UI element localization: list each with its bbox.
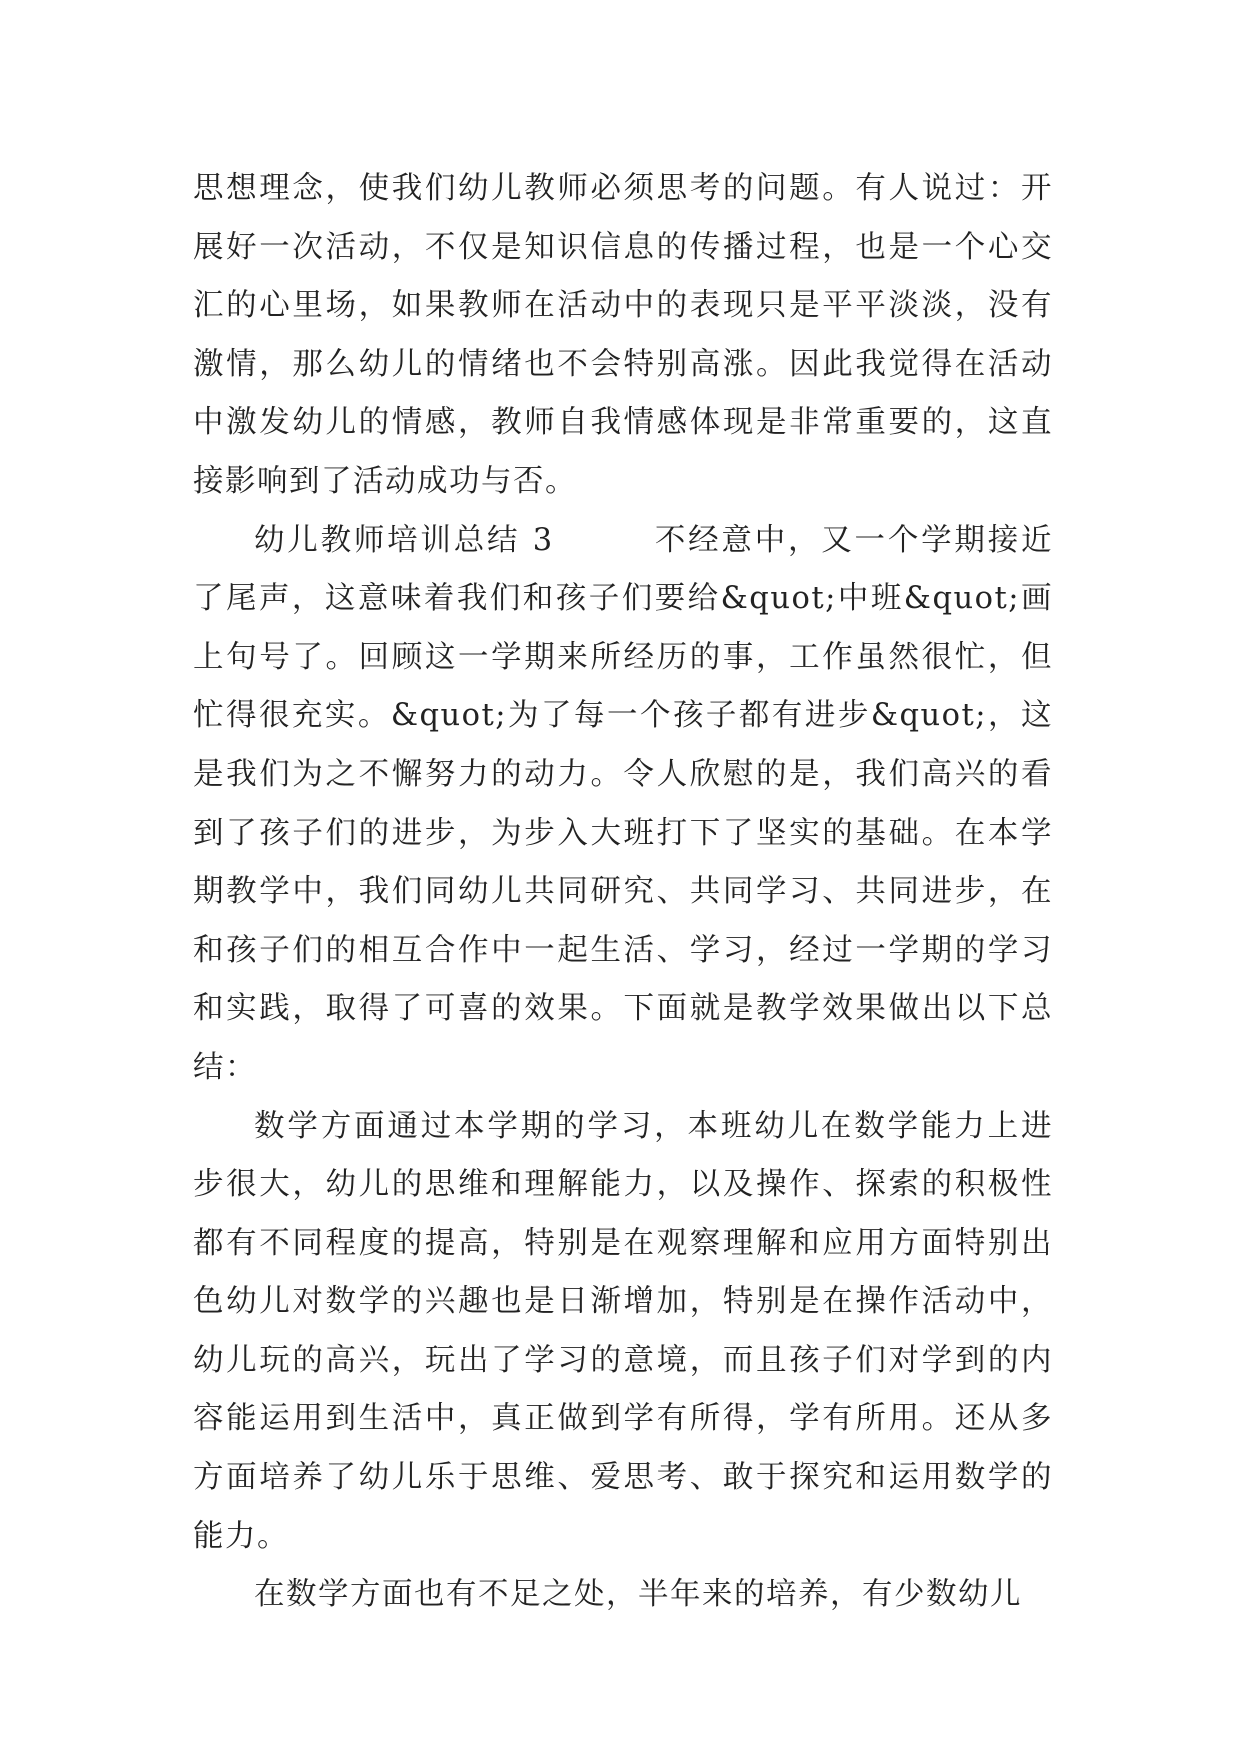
paragraph-2: 幼儿教师培训总结 3 不经意中，又一个学期接近了尾声，这意味着我们和孩子们要给&quot;中班&quot;画上句号了。回顾这一学期来所经历的事，工作虽然很忙，但忙得很充实。&quot;为了每一个孩子都有进步&quot;，这是我们为之不懈努力的动力。令人欣慰的是，我们高兴的看到了孩子们的进步，为步入大班打下了坚实的基础。在本学期教学中，我们同幼儿共同研究、共同学习、共同进步，在和孩子们的相互合作中一起生活、学习，经过一学期的学习和实践，取得了可喜的效果。下面就是教学效果做出以下总结：	[193, 522, 1053, 1085]
paragraph-4: 在数学方面也有不足之处，半年来的培养，有少数幼儿	[254, 1577, 1022, 1613]
document-body	[193, 160, 1053, 1625]
paragraph-3: 数学方面通过本学期的学习，本班幼儿在数学能力上进步很大，幼儿的思维和理解能力，以及操作、探索的积极性都有不同程度的提高，特别是在观察理解和应用方面特别出色幼儿对数学的兴趣也是日渐增加，特别是在操作活动中，幼儿玩的高兴，玩出了学习的意境，而且孩子们对学到的内容能运用到生活中，真正做到学有所得，学有所用。还从多方面培养了幼儿乐于思维、爱思考、敢于探究和运用数学的能力。	[193, 1108, 1053, 1554]
paragraph-1: 思想理念，使我们幼儿教师必须思考的问题。有人说过：开展好一次活动，不仅是知识信息的传播过程，也是一个心交汇的心里场，如果教师在活动中的表现只是平平淡淡，没有激情，那么幼儿的情绪也不会特别高涨。因此我觉得在活动中激发幼儿的情感，教师自我情感体现是非常重要的，这直接影响到了活动成功与否。	[193, 171, 1053, 499]
